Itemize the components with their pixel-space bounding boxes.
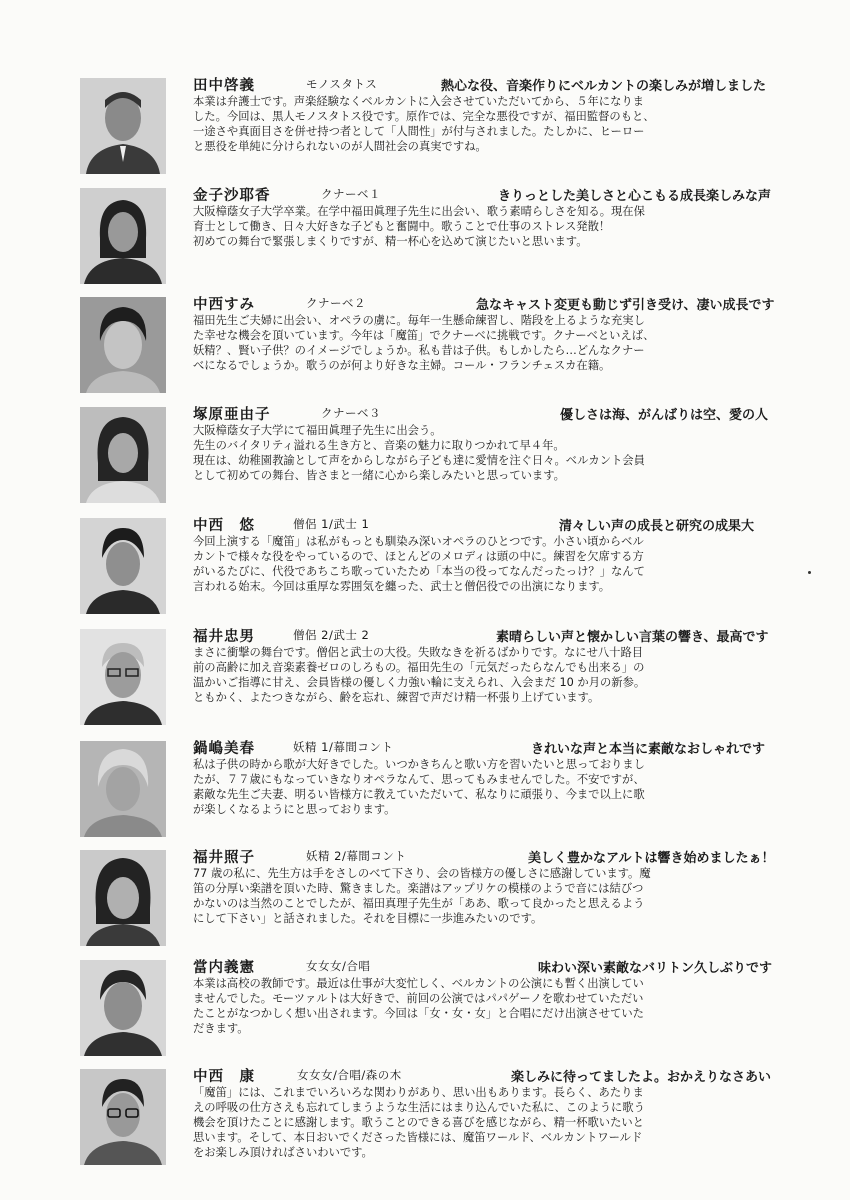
cast-name: 中西すみ (193, 296, 255, 313)
cast-entry (80, 956, 800, 1062)
cast-name: 中西 康 (193, 1068, 255, 1085)
cast-bio: 今回上演する「魔笛」は私がもっとも馴染み深いオペラのひとつです。小さい頃からベル カントで様々な役をやっているので、ほとんどのメロディは頭の中に。練習を欠席する方 がいるたびに、代役であちこち歌っていたため「本当の役ってなんだったっけ？」なんて 言われる始末。今回は重厚な雰囲気を纏った、武士と僧侶役での出演になります。 (193, 535, 645, 593)
portrait-photo (80, 850, 166, 946)
cast-role: クナーベ２ (306, 296, 366, 310)
cast-role: クナーベ１ (321, 187, 381, 201)
cast-entry (80, 846, 800, 952)
cast-bio: 私は子供の時から歌が大好きでした。いつかきちんと歌い方を習いたいと思っておりまし たが、７７歳にもなっていきなりオペラなんて、思ってもみませんでした。不安ですが、 素敵な先生ご夫妻、明るい皆様方に教えていただいて、私なりに頑張り、今まで以上に歌 が楽しくなるようにと思っております。 (193, 758, 645, 816)
cast-tagline: 美しく豊かなアルトは響き始めましたぁ！ (528, 851, 775, 866)
cast-entry (80, 293, 800, 399)
cast-entry (80, 1065, 800, 1177)
cast-bio: 大阪樟蔭女子大学にて福田眞理子先生に出会う。 先生のバイタリティ溢れる生き方と、音楽の魅力に取りつかれて早４年。 現在は、幼稚園教諭として声をからしながら子ども達に愛情を注ぐ日々。ベルカント会員 として初めての舞台、皆さまと一緒に心から楽しみたいと思っています。 (193, 424, 645, 482)
cast-role: モノスタトス (306, 77, 378, 91)
cast-name: 福井照子 (193, 849, 255, 866)
cast-bio: 本業は高校の教師です。最近は仕事が大変忙しく、ベルカントの公演にも暫く出演してい ませんでした。モーツァルトは大好きで、前回の公演ではパパゲーノを歌わせていただい たことがなつかしく想い出されます。今回は「女・女・女」と合唱にだけ出演させていた だきます。 (193, 977, 644, 1035)
portrait-photo (80, 629, 166, 725)
cast-name: 中西 悠 (193, 517, 255, 534)
cast-tagline: きりっとした美しさと心こもる成長楽しみな声 (498, 189, 772, 204)
cast-name: 金子沙耶香 (193, 187, 271, 204)
portrait-photo (80, 518, 166, 614)
portrait-photo (80, 297, 166, 393)
cast-role: 僧侶 2/武士 2 (293, 628, 370, 642)
cast-bio: 77 歳の私に、先生方は手をさしのべて下さり、会の皆様方の優しさに感謝しています。魔 笛の分厚い楽譜を頂いた時、驚きました。楽譜はアップリケの模様のようで音には結びつ かないのは当然のことでしたが、福田真理子先生が「ああ、歌って良かったと思えるよう にして下さい」と話されました。それを目標に一歩進みたいのです。 (193, 867, 651, 925)
cast-bio: 「魔笛」には、これまでいろいろな関わりがあり、思い出もあります。長らく、あたりま えの呼吸の仕方さえも忘れてしまうような生活にはまり込んでいた私に、このように歌う 機会を頂けたことに感謝します。歌うことのできる喜びを感じながら、精一杯歌いたいと 思います。そして、本日おいでくださった皆様には、魔笛ワールド、ベルカントワールド をお楽しみ頂ければさいわいです。 (193, 1086, 645, 1159)
cast-entry (80, 514, 800, 620)
cast-tagline: 素晴らしい声と懐かしい言葉の響き、最高です (496, 630, 769, 645)
cast-tagline: 楽しみに待ってましたよ。おかえりなさあい (511, 1070, 772, 1085)
cast-bio: 本業は弁護士です。声楽経験なくベルカントに入会させていただいてから、５年になりま した。今回は、黒人モノスタトス役です。原作では、完全な悪役ですが、福田監督のもと、 一途さや真面目さを併せ持つ者として「人間性」が付与されました。たしかに、ヒーロー と悪役を単純に分けられないのが人間社会の真実ですね。 (193, 95, 655, 153)
cast-bio: 大阪樟蔭女子大学卒業。在学中福田眞理子先生に出会い、歌う素晴らしさを知る。現在保 育士として働き、日々大好きな子どもと奮闘中。歌うことで仕事のストレス発散！ 初めての舞台で緊張しまくりですが、精一杯心を込めて演じたいと思います。 (193, 205, 645, 248)
cast-tagline: 清々しい声の成長と研究の成果大 (559, 519, 755, 534)
cast-name: 塚原亜由子 (193, 406, 271, 423)
cast-tagline: 熱心な役、音楽作りにベルカントの楽しみが増しました (441, 79, 767, 94)
cast-entry (80, 625, 800, 731)
cast-name: 當内義憲 (193, 959, 255, 976)
cast-tagline: 味わい深い素敵なバリトン久しぶりです (538, 961, 773, 976)
speck-mark (808, 571, 811, 574)
portrait-photo (80, 188, 166, 284)
cast-role: 僧侶 1/武士 1 (293, 517, 370, 531)
cast-tagline: 優しさは海、がんばりは空、愛の人 (560, 408, 769, 423)
cast-role: 女女女/合唱 (306, 959, 371, 973)
cast-name: 福井忠男 (193, 628, 255, 645)
cast-role: 女女女/合唱/森の木 (297, 1068, 402, 1082)
cast-name: 田中啓義 (193, 77, 255, 94)
portrait-photo (80, 78, 166, 174)
cast-entry (80, 737, 800, 843)
portrait-photo (80, 407, 166, 503)
cast-name: 鍋嶋美春 (193, 740, 255, 757)
cast-entry (80, 184, 800, 290)
cast-role: クナーベ３ (321, 406, 381, 420)
cast-tagline: きれいな声と本当に素敵なおしゃれです (531, 742, 766, 757)
cast-bio: 福田先生ご夫婦に出会い、オペラの虜に。毎年一生懸命練習し、階段を上るような充実し た幸せな機会を頂いています。今年は「魔笛」でクナーベに挑戦です。クナーベといえば、 妖精？、賢い子供？のイメージでしょうか。私も昔は子供。もしかしたら…どんなクナー べになるでしょうか。歌うのが何より好きな主婦。コール・フランチェスカ在籍。 (193, 314, 655, 372)
cast-tagline: 急なキャスト変更も動じず引き受け、凄い成長です (476, 298, 775, 313)
portrait-photo (80, 960, 166, 1056)
cast-entry (80, 74, 800, 180)
portrait-photo (80, 1069, 166, 1165)
cast-role: 妖精 1/幕間コント (293, 740, 394, 754)
cast-bio: まさに衝撃の舞台です。僧侶と武士の大役。失敗なきを祈るばかりです。なにせ八十路目 前の高齢に加え音楽素養ゼロのしろもの。福田先生の「元気だったらなんでも出来る」の 温かいご指導に甘え、会員皆様の優しく力強い輪に支えられ、入会まだ 10 か月の新参。 ともかく、よたつきながら、齢を忘れ、練習で声だけ精一杯張り上げています。 (193, 646, 646, 704)
cast-role: 妖精 2/幕間コント (306, 849, 407, 863)
portrait-photo (80, 741, 166, 837)
cast-entry (80, 403, 800, 509)
